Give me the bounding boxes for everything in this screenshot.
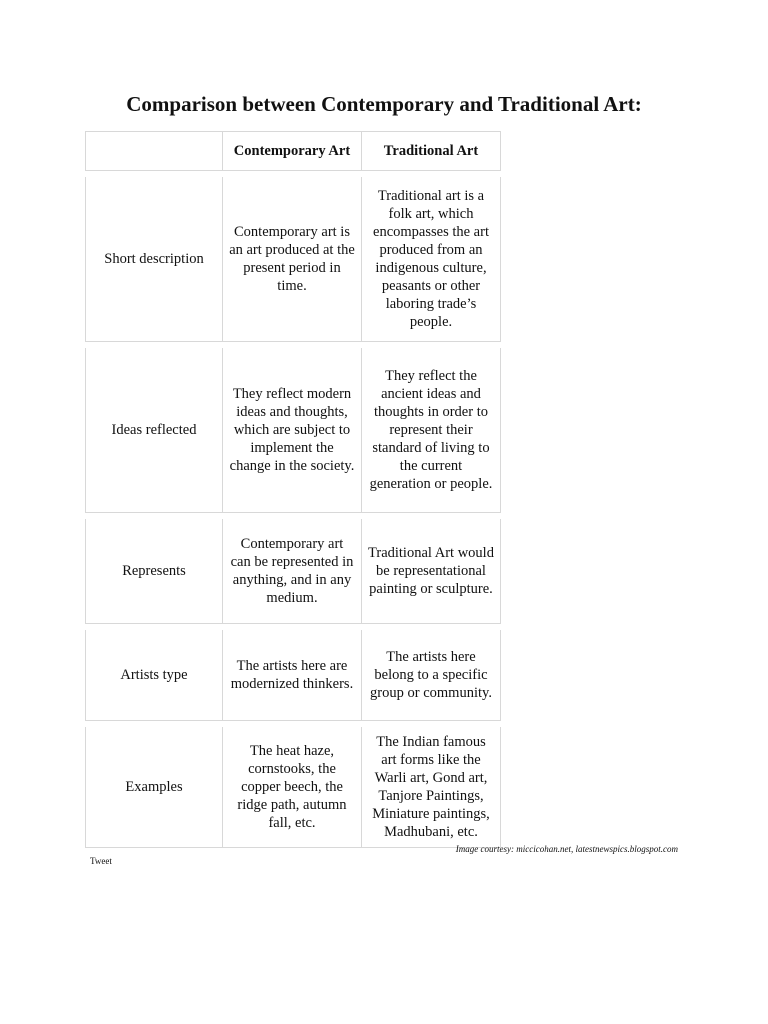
table-row <box>86 519 501 624</box>
contemporary-cell: Contemporary art is an art produced at the present period in time. <box>223 177 362 342</box>
traditional-cell: They reflect the ancient ideas and thoughts in order to represent their standard of living to the current generation or people. <box>362 348 501 513</box>
page-title: Comparison between Contemporary and Traditional Art: <box>126 92 642 116</box>
contemporary-cell: Contemporary art can be represented in anything, and in any medium. <box>223 519 362 624</box>
header-contemporary: Contemporary Art <box>223 132 362 171</box>
contemporary-cell: The artists here are modernized thinkers. <box>223 630 362 721</box>
row-label: Represents <box>86 519 223 624</box>
contemporary-cell: The heat haze, cornstooks, the copper beech, the ridge path, autumn fall, etc. <box>223 727 362 848</box>
row-label: Ideas reflected <box>86 348 223 513</box>
table-row <box>86 630 501 721</box>
table-row <box>86 727 501 848</box>
comparison-table <box>85 131 501 848</box>
tweet-link[interactable]: Tweet <box>90 856 112 866</box>
header-blank-cell <box>86 132 223 171</box>
table-row <box>86 177 501 342</box>
traditional-cell: Traditional Art would be representational painting or sculpture. <box>362 519 501 624</box>
traditional-cell: The Indian famous art forms like the Warli art, Gond art, Tanjore Paintings, Miniature paintings, Madhubani, etc. <box>362 727 501 848</box>
image-courtesy: Image courtesy: miccicohan.net, latestnewspics.blogspot.com <box>455 844 678 854</box>
table-header-row <box>86 132 501 171</box>
traditional-cell: The artists here belong to a specific group or community. <box>362 630 501 721</box>
row-label: Examples <box>86 727 223 848</box>
traditional-cell: Traditional art is a folk art, which encompasses the art produced from an indigenous culture, peasants or other laboring trade’s people. <box>362 177 501 342</box>
table-row <box>86 348 501 513</box>
contemporary-cell: They reflect modern ideas and thoughts, which are subject to implement the change in the society. <box>223 348 362 513</box>
row-label: Short description <box>86 177 223 342</box>
header-traditional: Traditional Art <box>362 132 501 171</box>
row-label: Artists type <box>86 630 223 721</box>
